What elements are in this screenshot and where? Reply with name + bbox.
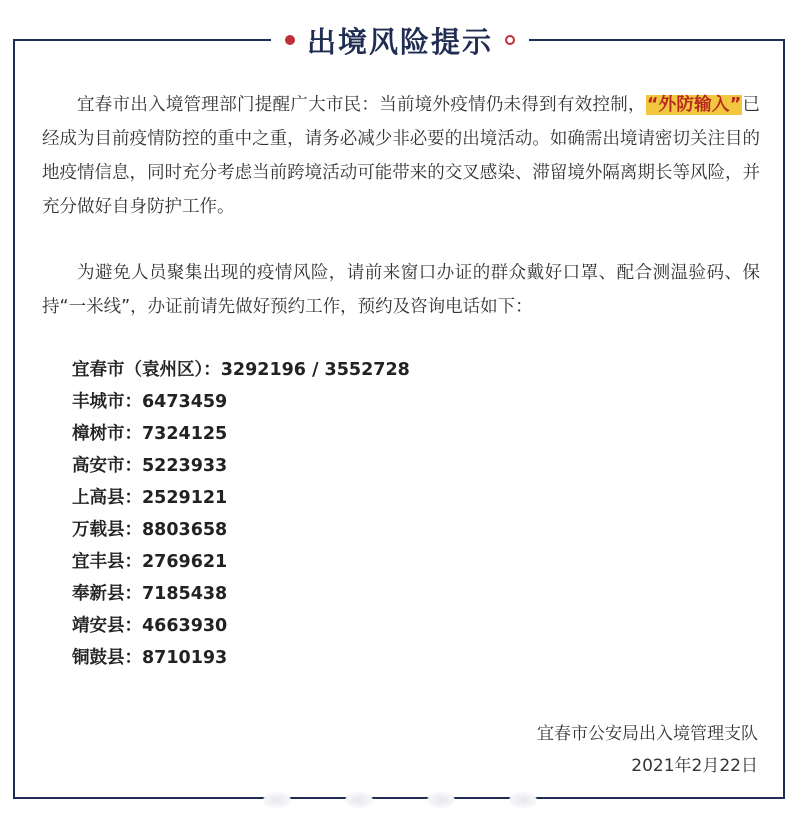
signature-date: 2021年2月22日 xyxy=(631,756,758,776)
contact-item: 樟树市：7324125 xyxy=(72,424,228,444)
decor-dot-icon xyxy=(345,792,373,808)
notice-body xyxy=(42,88,760,674)
title-box xyxy=(271,18,529,62)
red-ring-icon xyxy=(505,35,515,45)
decor-dot-icon xyxy=(263,792,291,808)
signature-org: 宜春市公安局出入境管理支队 xyxy=(537,724,758,744)
paragraph-2: 为避免人员聚集出现的疫情风险，请前来窗口办证的群众戴好口罩、配合测温验码、保持“一米线”，办证前请先做好预约工作，预约及咨询电话如下： xyxy=(42,263,760,317)
title-bar xyxy=(0,18,800,62)
paragraph-1-text-a: 宜春市出入境管理部门提醒广大市民：当前境外疫情仍未得到有效控制， xyxy=(77,95,646,115)
decor-dot-icon xyxy=(509,792,537,808)
highlight-phrase: “外防输入” xyxy=(646,95,742,115)
paragraph-1 xyxy=(42,88,760,224)
contact-item: 高安市：5223933 xyxy=(72,456,228,476)
contact-item: 万载县：8803658 xyxy=(72,520,228,540)
contact-item: 铜鼓县：8710193 xyxy=(72,648,228,668)
contact-list xyxy=(42,354,760,674)
paragraph-1-text-b: 已经成为目前疫情防控的重中之重，请务必减少非必要的出境活动。如确需出境请密切关注目的地疫情信息，同时充分考虑当前跨境活动可能带来的交叉感染、滞留境外隔离期长等风险，并充分做好自身防护工作。 xyxy=(42,95,760,217)
contact-item: 上高县：2529121 xyxy=(72,488,228,508)
contact-item: 宜丰县：2769621 xyxy=(72,552,228,572)
contact-item: 奉新县：7185438 xyxy=(72,584,228,604)
bottom-decoration xyxy=(0,792,800,808)
contact-item: 丰城市：6473459 xyxy=(72,392,228,412)
signature-block xyxy=(537,718,758,782)
contact-item: 宜春市（袁州区）：3292196 / 3552728 xyxy=(72,360,410,380)
decor-dot-icon xyxy=(427,792,455,808)
contact-item: 靖安县：4663930 xyxy=(72,616,228,636)
page-title: 出境风险提示 xyxy=(306,24,493,59)
red-dot-icon xyxy=(285,35,295,45)
